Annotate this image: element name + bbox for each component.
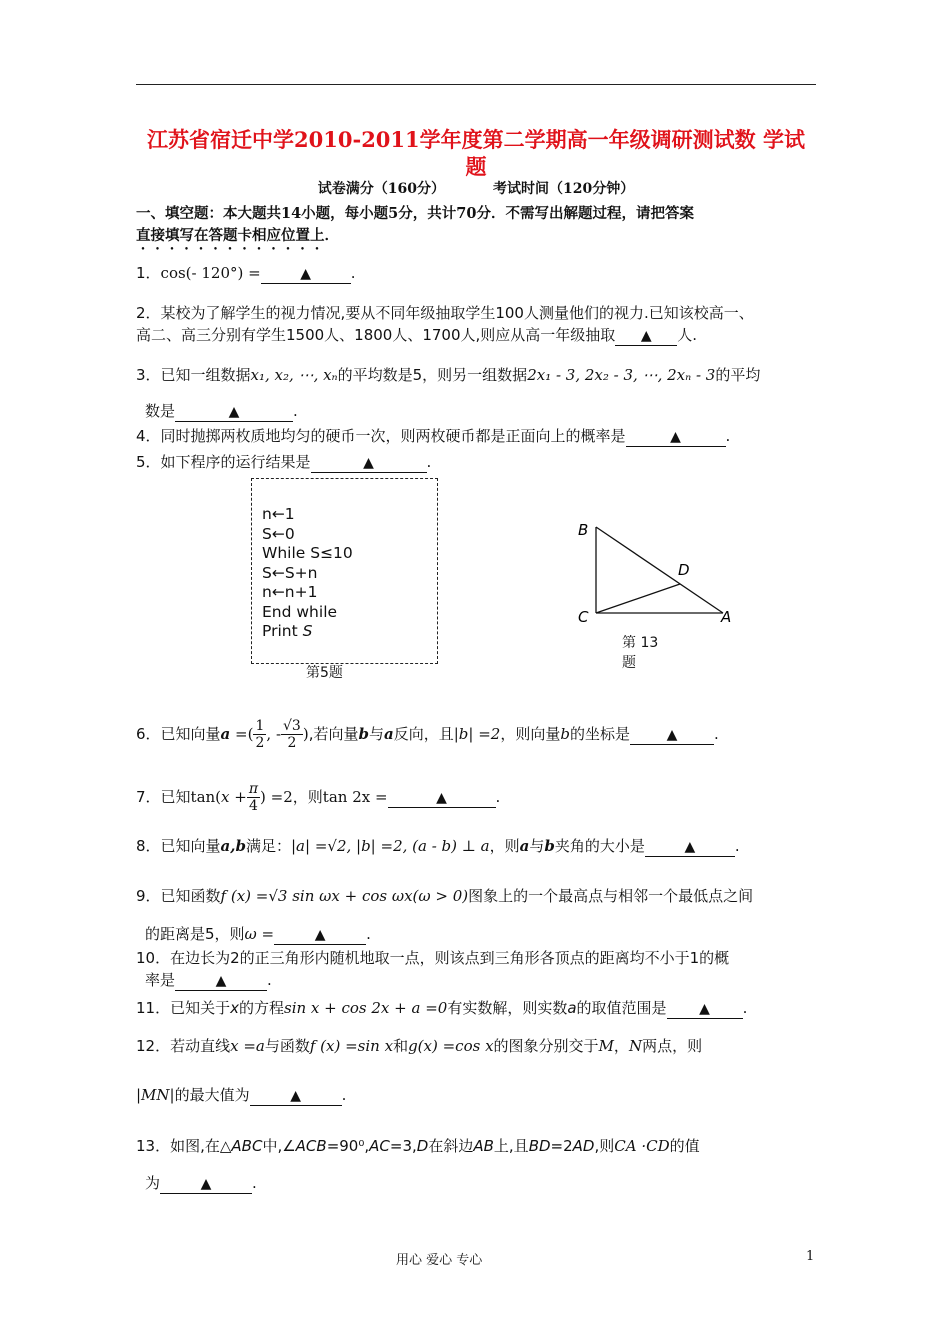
page-number: 1 xyxy=(806,1249,815,1264)
answer-blank: ▲ xyxy=(274,925,366,945)
label-c: C xyxy=(578,608,589,626)
question-9: 9．已知函数f (x) =√3 sin ωx + cos ωx(ω > 0)图象上的一个最高点与相邻一个最低点之间 xyxy=(136,887,754,905)
label-d: D xyxy=(678,561,690,579)
answer-blank: ▲ xyxy=(175,971,267,991)
label-b: B xyxy=(578,521,589,539)
exam-info xyxy=(136,178,816,198)
answer-blank: ▲ xyxy=(250,1086,342,1106)
exam-time: 考试时间（120分钟） xyxy=(493,181,635,197)
question-9-cont: 的距离是5，则ω = ▲ . xyxy=(145,925,371,943)
answer-blank: ▲ xyxy=(175,402,293,422)
figure-13-caption: 第 13 题 xyxy=(622,635,659,671)
answer-blank: ▲ xyxy=(160,1174,252,1194)
answer-blank: ▲ xyxy=(645,837,735,857)
question-11: 11．已知关于x的方程sin x + cos 2x + a =0有实数解，则实数a的取值范围是 ▲ . xyxy=(136,999,748,1017)
question-10: 10．在边长为2的正三角形内随机地取一点，则该点到三角形各顶点的距离均不小于1的概 率是 ▲ . xyxy=(136,949,730,989)
question-5: 5．如下程序的运行结果是 ▲ . xyxy=(136,453,432,471)
question-12-cont: |MN|的最大值为 ▲ . xyxy=(136,1086,347,1104)
question-6: 6．已知向量a =( $\frac{1}{2}$ , - $\frac{√3}{2}$ ),若向量b与a反向，且|b| =2，则向量b的坐标是 ▲ . xyxy=(136,718,719,751)
program-code: n←1 S←0 While S≤10 S←S+n n←n+1 End while Print S xyxy=(262,505,353,640)
answer-blank: ▲ xyxy=(630,725,714,745)
question-4: 4．同时抛掷两枚质地均匀的硬币一次，则两枚硬币都是正面向上的概率是 ▲ . xyxy=(136,427,731,445)
side-ab xyxy=(596,527,723,613)
segment-cd xyxy=(596,584,680,613)
footer-motto: 用心 爱心 专心 xyxy=(396,1253,483,1268)
dotted-instruction: 直接填写在答题卡相应位置上 xyxy=(136,227,325,244)
answer-blank: ▲ xyxy=(667,999,743,1019)
answer-blank: ▲ xyxy=(261,264,351,284)
program-box xyxy=(251,478,438,664)
page-title: 江苏省宿迁中学2010-2011学年度第二学期高一年级调研测试数 学试 题 xyxy=(147,127,805,179)
question-1: 1．cos(- 120°) = ▲ . xyxy=(136,264,356,282)
answer-blank: ▲ xyxy=(311,453,427,473)
full-score: 试卷满分（160分） xyxy=(317,181,445,197)
question-3: 3．已知一组数据x₁, x₂, ⋯, xₙ的平均数是5，则另一组数据2x₁ - 3, 2x₂ - 3, ⋯, 2xₙ - 3的平均 xyxy=(136,366,761,384)
question-13: 13．如图,在△ABC中,∠ACB=90⁰,AC=3,D在斜边AB上,且BD=2AD,则CA ·CD的值 xyxy=(136,1137,700,1155)
question-8: 8．已知向量a,b满足：|a| =√2, |b| =2, (a - b) ⊥ a，则a与b夹角的大小是 ▲ . xyxy=(136,837,740,855)
question-2: 2．某校为了解学生的视力情况,要从不同年级抽取学生100人测量他们的视力.已知该校高一、 高二、高三分别有学生1500人、1800人、1700人,则应从高一年级抽取 ▲ 人. xyxy=(136,304,754,344)
triangle-figure xyxy=(570,515,750,645)
question-12: 12．若动直线x =a与函数f (x) =sin x和g(x) =cos x的图象分别交于M，N两点，则 xyxy=(136,1037,703,1055)
answer-blank: ▲ xyxy=(615,326,677,346)
question-7: 7．已知tan(x + $\frac{\pi}{4}$ ) =2，则tan 2x = ▲ . xyxy=(136,781,501,814)
section-heading: 一、填空题：本大题共14小题，每小题5分，共计70分．不需写出解题过程，请把答案 直接填写在答题卡相应位置上． xyxy=(136,205,694,244)
question-13-cont: 为 ▲ . xyxy=(145,1174,257,1192)
answer-blank: ▲ xyxy=(626,427,726,447)
question-3-cont: 数是 ▲ . xyxy=(145,402,298,420)
label-a: A xyxy=(721,608,732,626)
answer-blank: ▲ xyxy=(388,788,496,808)
figure-5-caption: 第5题 xyxy=(306,665,343,681)
header-rule xyxy=(136,84,816,85)
